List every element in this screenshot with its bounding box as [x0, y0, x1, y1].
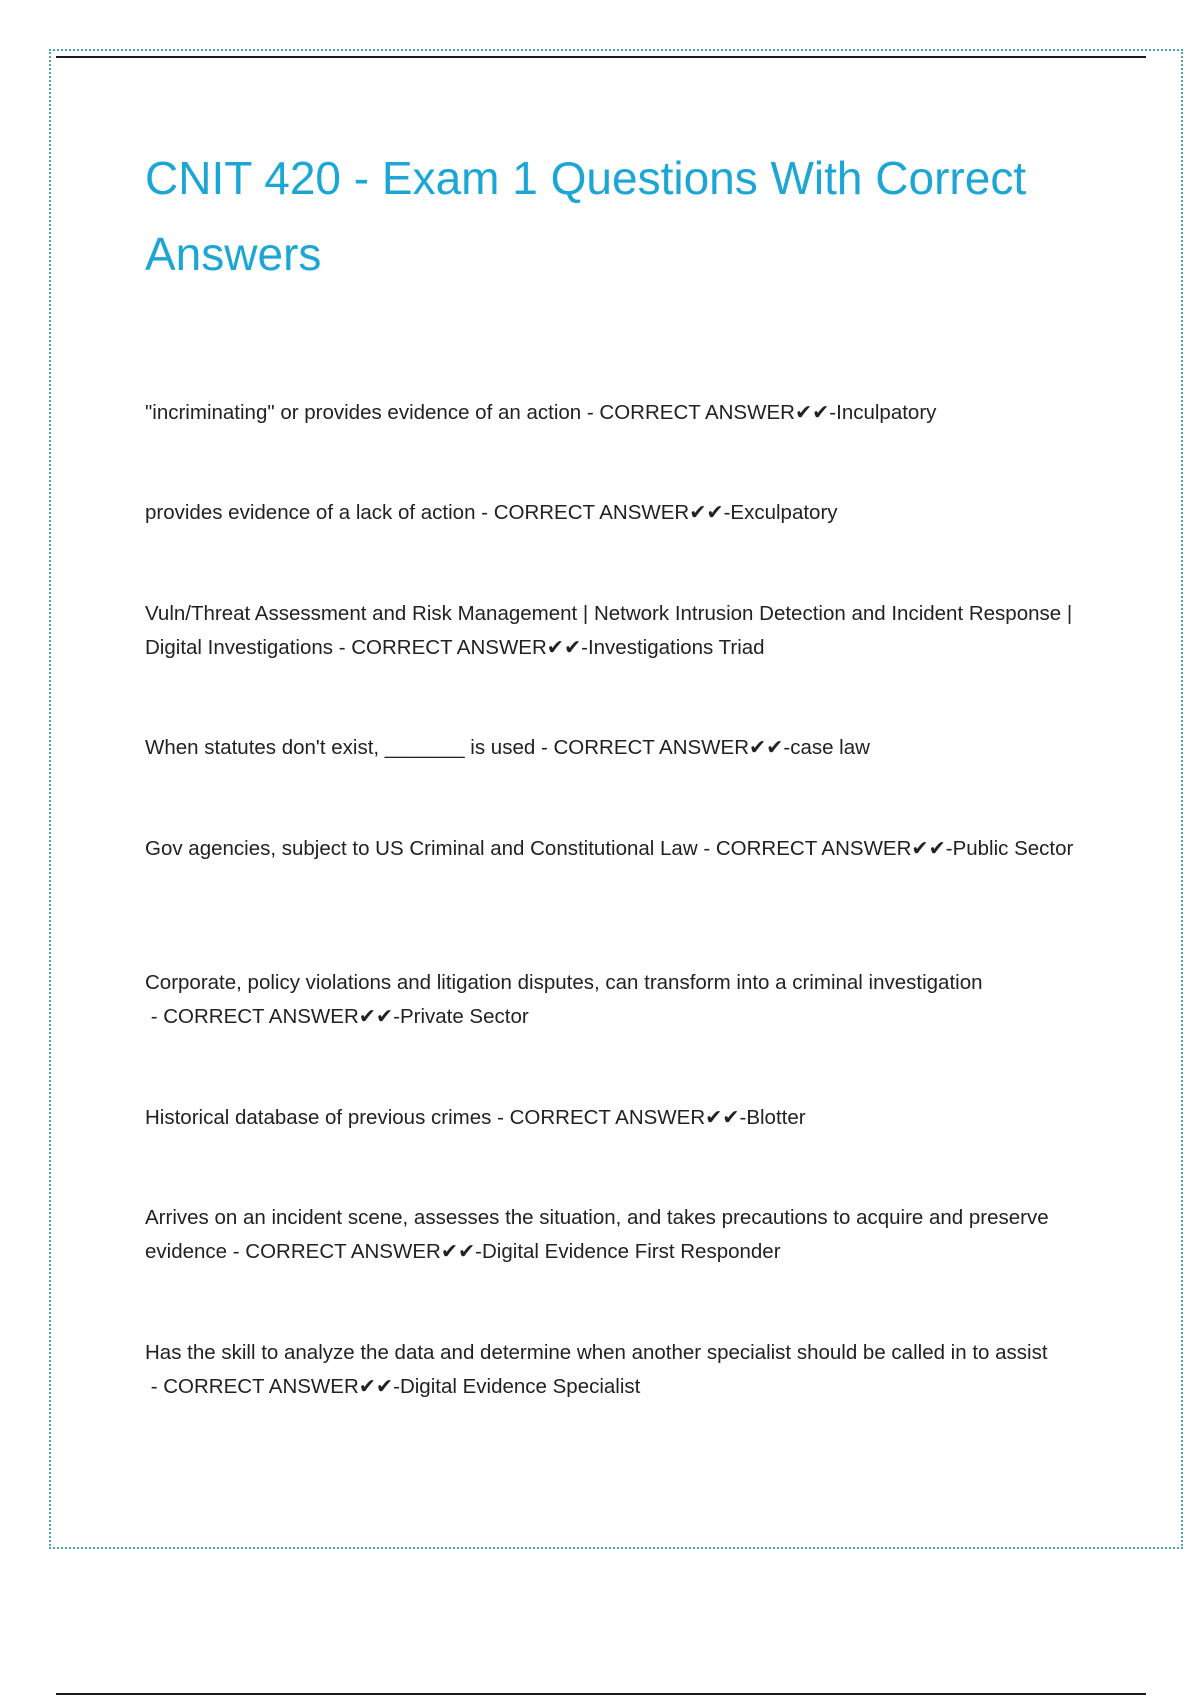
- question-text: provides evidence of a lack of action: [145, 501, 476, 524]
- qa-item-4: When statutes don't exist, _______ is used - CORRECT ANSWER✔✔-case law: [145, 736, 870, 759]
- question-text: Vuln/Threat Assessment and Risk Management | Network Intrusion Detection and Incident Response | Digital Investigations: [145, 602, 1073, 659]
- qa-item-8: Arrives on an incident scene, assesses the situation, and takes precautions to acquire and preserve evidence - CORRECT ANSWER✔✔-Digital Evidence First Responder: [145, 1206, 1049, 1263]
- answer-label: CORRECT ANSWER: [351, 636, 547, 659]
- check-marks-icon: ✔✔: [358, 1005, 394, 1028]
- check-marks-icon: ✔✔: [911, 837, 946, 860]
- answer-text: Digital Evidence First Responder: [482, 1240, 781, 1263]
- answer-label: CORRECT ANSWER: [715, 837, 912, 860]
- question-text: "incriminating" or provides evidence of an action: [145, 401, 582, 424]
- answer-label: CORRECT ANSWER: [245, 1240, 441, 1263]
- document-title: CNIT 420 - Exam 1 Questions With Correct Answers: [145, 152, 1027, 280]
- check-marks-icon: ✔✔: [705, 1106, 740, 1129]
- question-text: When statutes don't exist, _______ is used: [145, 736, 536, 759]
- answer-text: Digital Evidence Specialist: [399, 1375, 641, 1398]
- answer-label: CORRECT ANSWER: [163, 1005, 359, 1028]
- bottom-rule: [56, 1693, 1146, 1695]
- answer-text: Private Sector: [399, 1005, 529, 1028]
- check-marks-icon: ✔✔: [689, 501, 724, 524]
- question-text: Has the skill to analyze the data and determine when another specialist should be called in to assist: [145, 1341, 1048, 1364]
- qa-item-3: Vuln/Threat Assessment and Risk Management | Network Intrusion Detection and Incident Response | Digital Investigations - CORRECT ANSWER✔✔-Investigations Triad: [145, 602, 1073, 659]
- answer-text: Inculpatory: [836, 401, 937, 424]
- question-text: Historical database of previous crimes: [145, 1106, 492, 1129]
- question-text: Arrives on an incident scene, assesses the situation, and takes precautions to acquire and preserve evidence: [145, 1206, 1049, 1263]
- answer-label: CORRECT ANSWER: [493, 501, 690, 524]
- answer-text: case law: [790, 736, 870, 759]
- answer-text: Investigations Triad: [587, 636, 765, 659]
- check-marks-icon: ✔✔: [358, 1375, 394, 1398]
- question-text: Corporate, policy violations and litigation disputes, can transform into a criminal investigation: [145, 971, 983, 994]
- check-marks-icon: ✔✔: [440, 1240, 476, 1263]
- answer-label: CORRECT ANSWER: [599, 401, 795, 424]
- answer-label: CORRECT ANSWER: [553, 736, 749, 759]
- answer-label: CORRECT ANSWER: [509, 1106, 706, 1129]
- answer-text: Exculpatory: [730, 501, 838, 524]
- check-marks-icon: ✔✔: [794, 401, 830, 424]
- qa-item-2: provides evidence of a lack of action - CORRECT ANSWER✔✔-Exculpatory: [145, 501, 838, 524]
- qa-item-1: "incriminating" or provides evidence of an action - CORRECT ANSWER✔✔-Inculpatory: [145, 401, 937, 424]
- answer-text: Public Sector: [952, 837, 1074, 860]
- answer-label: CORRECT ANSWER: [163, 1375, 359, 1398]
- question-text: Gov agencies, subject to US Criminal and Constitutional Law: [145, 837, 698, 860]
- qa-item-6: Corporate, policy violations and litigation disputes, can transform into a criminal investigation - CORRECT ANSWER✔✔-Private Sector: [145, 971, 983, 1028]
- answer-text: Blotter: [746, 1106, 806, 1129]
- qa-item-9: Has the skill to analyze the data and determine when another specialist should be called in to assist - CORRECT ANSWER✔✔-Digital Evidence Specialist: [145, 1341, 1048, 1398]
- top-rule: [56, 56, 1146, 58]
- check-marks-icon: ✔✔: [749, 736, 784, 759]
- qa-item-7: Historical database of previous crimes - CORRECT ANSWER✔✔-Blotter: [145, 1106, 806, 1129]
- qa-item-5: Gov agencies, subject to US Criminal and Constitutional Law - CORRECT ANSWER✔✔-Public Sector: [145, 837, 1074, 860]
- check-marks-icon: ✔✔: [546, 636, 582, 659]
